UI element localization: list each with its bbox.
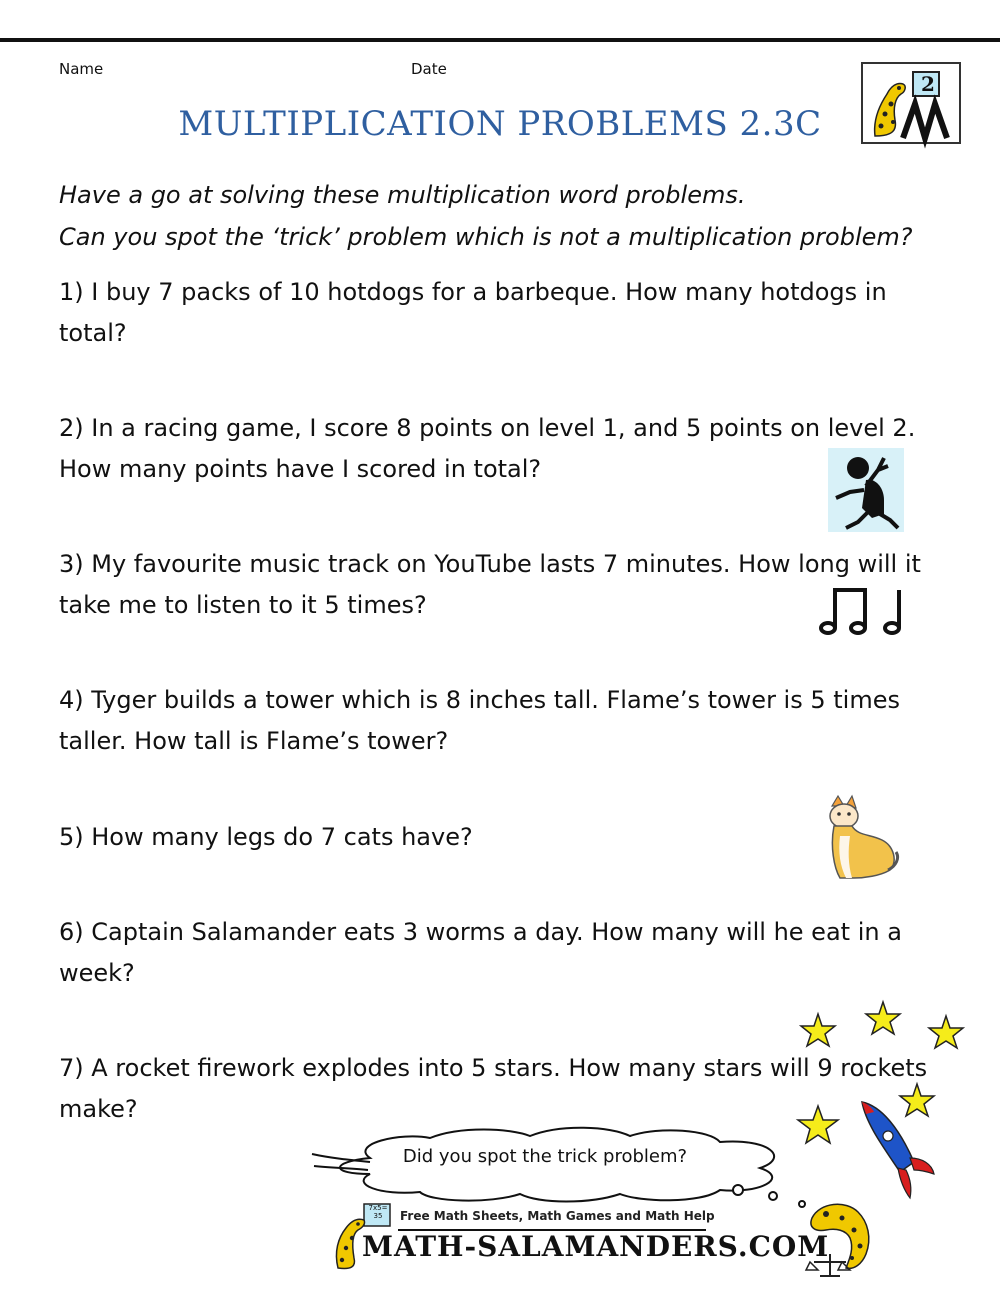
grade-badge: 2 [921,72,935,96]
star-icon [866,1002,900,1034]
intro-text [59,174,959,258]
salamander-scales-icon [806,1198,886,1282]
problem-5 [59,817,939,858]
name-label: Name [59,60,104,78]
problem-7-line-2: make? [59,1095,138,1123]
problem-2 [59,408,939,490]
problem-7-line-1: 7) A rocket firework explodes into 5 stars. How many stars will 9 rockets [59,1054,928,1082]
star-icon [929,1016,963,1048]
rocket-icon [858,1100,942,1200]
problem-2-line-2: How many points have I scored in total? [59,455,542,483]
problem-4-line-1: 4) Tyger builds a tower which is 8 inches tall. Flame’s tower is 5 times [59,686,900,714]
cat-icon [824,796,900,882]
intro-line-2: Can you spot the ‘trick’ problem which is not a multiplication problem? [59,223,913,251]
footer-site-name: MATH-SALAMANDERS.COM [362,1230,830,1263]
problem-6-line-2: week? [59,959,135,987]
date-label: Date [411,60,447,78]
intro-line-1: Have a go at solving these multiplication word problems. [59,181,746,209]
problem-3-line-2: take me to listen to it 5 times? [59,591,427,619]
problem-5-line-1: 5) How many legs do 7 cats have? [59,823,473,851]
footer-mini-sign: 7x5= 35 [368,1204,388,1220]
runner-icon [828,448,904,532]
problem-2-line-1: 2) In a racing game, I score 8 points on level 1, and 5 points on level 2. [59,414,916,442]
problem-6 [59,912,939,994]
problem-1-line-1: 1) I buy 7 packs of 10 hotdogs for a barbeque. How many hotdogs in [59,278,887,306]
problem-6-line-1: 6) Captain Salamander eats 3 worms a day. How many will he eat in a [59,918,902,946]
footer-tagline: Free Math Sheets, Math Games and Math Help [400,1209,715,1223]
problem-1 [59,272,939,354]
top-rule [0,38,1000,42]
page-title: MULTIPLICATION PROBLEMS 2.3C [178,104,822,144]
problem-4 [59,680,939,762]
problem-1-line-2: total? [59,319,127,347]
problem-4-line-2: taller. How tall is Flame’s tower? [59,727,449,755]
problem-3 [59,544,939,626]
star-icon [801,1014,835,1046]
music-notes-icon [818,584,908,638]
bubble-text: Did you spot the trick problem? [402,1146,688,1167]
problem-3-line-1: 3) My favourite music track on YouTube lasts 7 minutes. How long will it [59,550,921,578]
